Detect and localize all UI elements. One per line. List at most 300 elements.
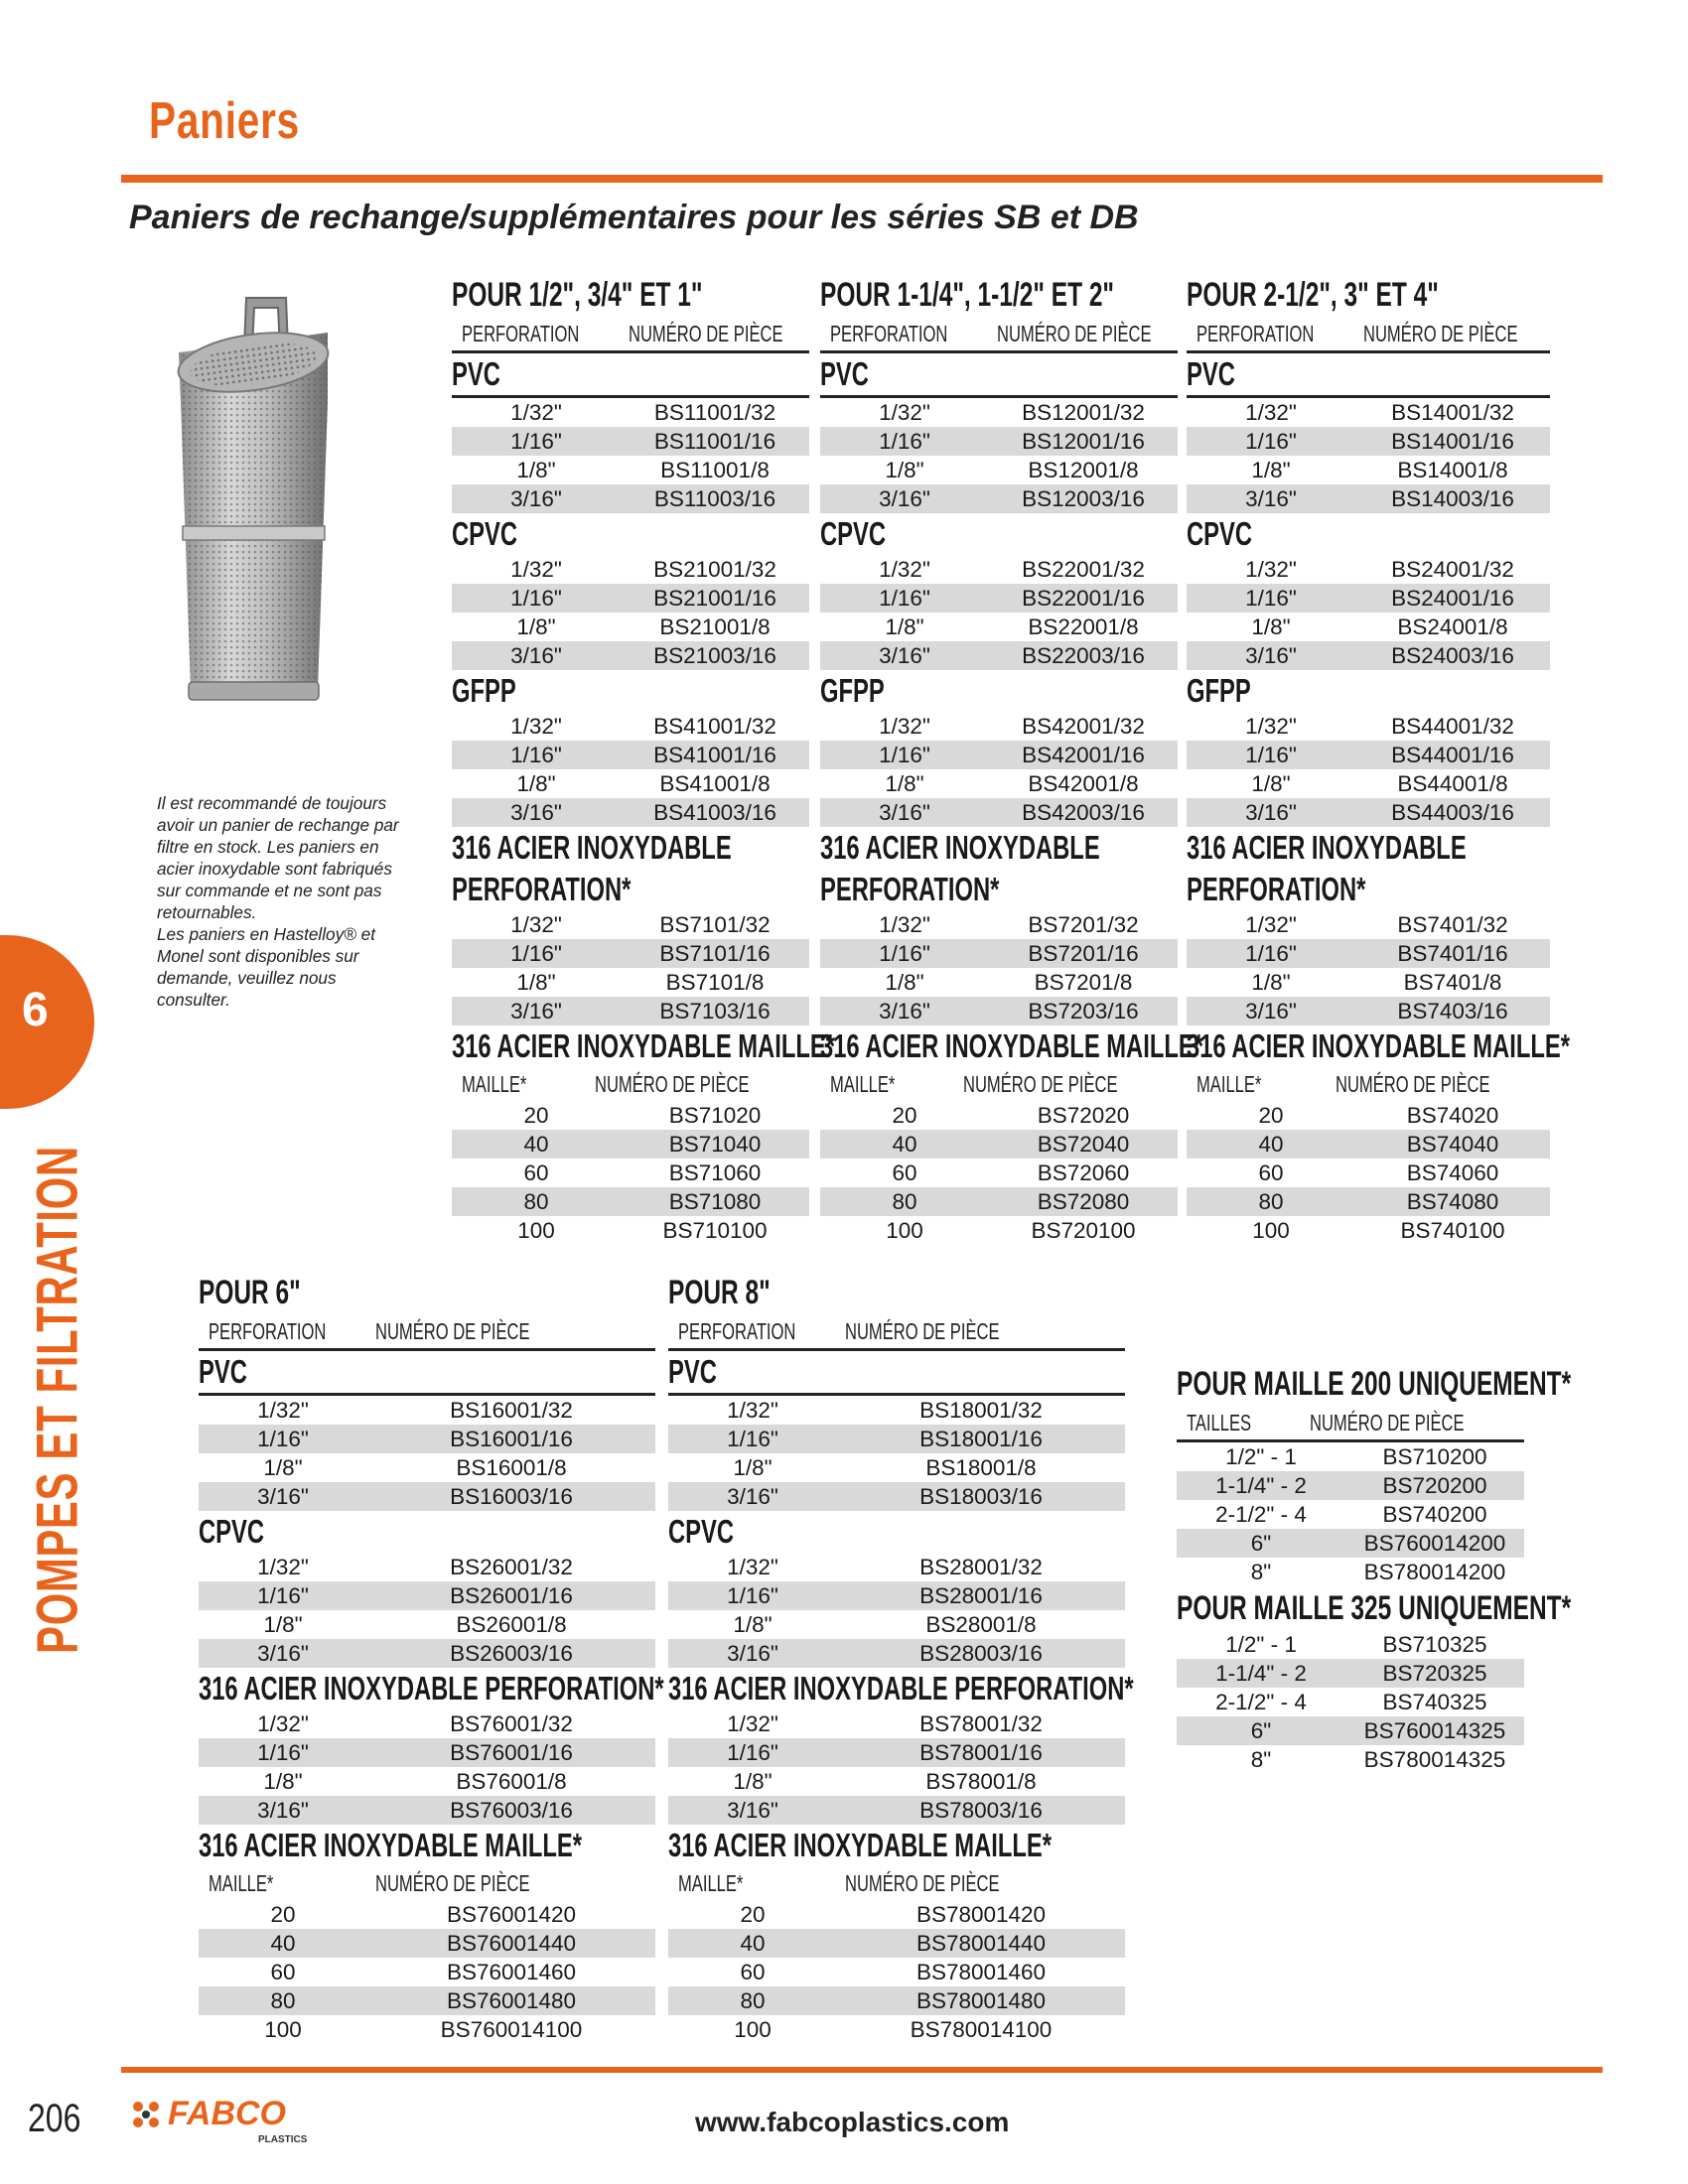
row-size: 20 <box>523 1103 549 1128</box>
column-header: TAILLES <box>1187 1410 1252 1435</box>
table-heading: POUR 8" <box>668 1274 771 1311</box>
column-header: NUMÉRO DE PIÈCE <box>845 1318 1000 1344</box>
table-row <box>199 1396 655 1425</box>
table-row <box>199 1900 655 1929</box>
row-group <box>452 1101 809 1245</box>
table-row <box>199 1581 655 1610</box>
stock-note <box>157 792 400 1011</box>
row-group <box>452 712 809 827</box>
row-size: 6" <box>1250 1718 1272 1743</box>
table-row <box>1187 997 1550 1025</box>
column-headers <box>452 1067 809 1101</box>
table-row <box>820 584 1178 613</box>
column-header: PERFORATION <box>209 1318 327 1344</box>
row-size: 60 <box>270 1960 296 1984</box>
table-row <box>199 1425 655 1453</box>
table-row <box>820 997 1178 1025</box>
row-part-number: BS24003/16 <box>1391 643 1514 668</box>
row-size: 1/8" <box>516 970 556 995</box>
row-size: 60 <box>740 1960 766 1984</box>
row-part-number: BS22001/8 <box>1028 614 1139 639</box>
row-size: 1-1/4" - 2 <box>1215 1661 1307 1686</box>
section-title-cpvc: CPVC <box>668 1513 735 1550</box>
row-part-number: BS780014325 <box>1363 1747 1506 1772</box>
table-heading: POUR 1-1/4", 1-1/2" ET 2" <box>820 276 1115 314</box>
row-size: 1/32" <box>1245 714 1297 739</box>
row-size: 1-1/4" - 2 <box>1215 1473 1307 1498</box>
row-size: 1/16" <box>257 1427 309 1451</box>
table-6-inch <box>199 1271 664 2044</box>
column-header: NUMÉRO DE PIÈCE <box>1336 1071 1490 1097</box>
table-row <box>1177 1688 1524 1716</box>
table-heading: POUR 1/2", 3/4" ET 1" <box>452 276 703 314</box>
row-group <box>1177 1630 1524 1774</box>
table-row <box>452 769 809 798</box>
section-title-gfpp: GFPP <box>1187 672 1251 709</box>
table-row <box>820 456 1178 484</box>
row-size: 80 <box>1258 1189 1284 1214</box>
table-row <box>452 939 809 968</box>
row-size: 1/32" <box>727 1711 778 1736</box>
row-size: 20 <box>740 1902 766 1927</box>
table-row <box>199 1738 655 1767</box>
table-row <box>452 712 809 741</box>
row-size: 1/16" <box>510 586 562 611</box>
page-subtitle: Paniers de rechange/supplémentaires pour les séries SB et DB <box>129 199 1139 236</box>
table-row <box>668 1709 1125 1738</box>
row-part-number: BS760014325 <box>1363 1718 1506 1743</box>
row-size: 2-1/2" - 4 <box>1215 1690 1307 1714</box>
row-size: 1/16" <box>727 1427 778 1451</box>
column-header: PERFORATION <box>678 1318 796 1344</box>
table-row <box>668 1425 1125 1453</box>
row-group <box>1187 910 1550 1025</box>
row-size: 80 <box>270 1988 296 2013</box>
column-header: NUMÉRO DE PIÈCE <box>845 1870 1000 1896</box>
table-row <box>1187 769 1550 798</box>
table-row <box>1187 1130 1550 1159</box>
row-part-number: BS44001/16 <box>1391 743 1514 767</box>
row-size: 3/16" <box>879 486 930 511</box>
row-part-number: BS16001/8 <box>456 1455 567 1480</box>
column-header: MAILLE* <box>830 1071 896 1097</box>
page-number: 206 <box>28 2097 81 2140</box>
row-size: 1/8" <box>1251 771 1291 796</box>
row-size: 80 <box>740 1988 766 2013</box>
section-title-ss-perforation: 316 ACIER INOXYDABLE <box>1187 829 1467 866</box>
row-size: 60 <box>523 1160 549 1185</box>
table-1-1-4-to-2 <box>820 273 1203 1245</box>
row-size: 3/16" <box>1245 999 1297 1024</box>
table-row <box>820 398 1178 427</box>
row-part-number: BS780014100 <box>910 2017 1053 2042</box>
row-part-number: BS78001/16 <box>919 1740 1043 1765</box>
row-part-number: BS78001460 <box>915 1960 1047 1984</box>
row-part-number: BS16001/32 <box>450 1398 573 1423</box>
section-title-ss-perforation: 316 ACIER INOXYDABLE PERFORATION* <box>199 1670 664 1706</box>
row-size: 1/8" <box>516 458 556 482</box>
table-row <box>1187 1101 1550 1130</box>
table-row <box>199 1958 655 1986</box>
table-row <box>452 798 809 827</box>
table-row <box>1187 910 1550 939</box>
row-size: 3/16" <box>727 1641 778 1666</box>
table-row <box>452 456 809 484</box>
row-part-number: BS42001/8 <box>1028 771 1139 796</box>
row-part-number: BS720100 <box>1031 1218 1136 1243</box>
row-size: 1/8" <box>263 1769 303 1794</box>
website-link[interactable]: www.fabcoplastics.com <box>695 2107 1010 2137</box>
row-part-number: BS710200 <box>1382 1444 1487 1469</box>
svg-text:FABCO: FABCO <box>168 2095 286 2132</box>
table-row <box>820 769 1178 798</box>
row-size: 1/32" <box>510 400 562 425</box>
row-part-number: BS12001/8 <box>1028 458 1139 482</box>
row-size: 1/16" <box>510 743 562 767</box>
table-row <box>1187 584 1550 613</box>
column-header: PERFORATION <box>830 321 948 346</box>
table-row <box>668 2015 1125 2044</box>
row-part-number: BS26001/32 <box>450 1555 573 1579</box>
table-row <box>452 910 809 939</box>
column-header: NUMÉRO DE PIÈCE <box>375 1318 530 1344</box>
table-row <box>1177 1716 1524 1745</box>
row-size: 1/8" <box>885 970 924 995</box>
row-size: 3/16" <box>879 643 930 668</box>
row-part-number: BS76001460 <box>446 1960 577 1984</box>
row-size: 1/32" <box>510 714 562 739</box>
row-part-number: BS12001/16 <box>1022 429 1145 454</box>
row-size: 1/16" <box>727 1583 778 1608</box>
section-title-ss-perforation: 316 ACIER INOXYDABLE <box>452 829 732 866</box>
row-part-number: BS740325 <box>1382 1690 1487 1714</box>
table-row <box>199 1610 655 1639</box>
row-size: 1/32" <box>727 1398 778 1423</box>
table-row <box>452 641 809 670</box>
row-part-number: BS76001/16 <box>450 1740 573 1765</box>
row-part-number: BS78001/32 <box>919 1711 1043 1736</box>
table-row <box>1187 798 1550 827</box>
row-size: 1/16" <box>879 586 930 611</box>
row-size: 1/32" <box>879 400 930 425</box>
table-row <box>1177 1558 1524 1586</box>
row-size: 1/8" <box>263 1455 303 1480</box>
table-row <box>452 555 809 584</box>
row-part-number: BS14001/8 <box>1397 458 1508 482</box>
basket-image <box>169 293 338 710</box>
row-part-number: BS18001/8 <box>925 1455 1037 1480</box>
column-headers <box>1177 1406 1524 1439</box>
table-heading: POUR 2-1/2", 3" ET 4" <box>1187 276 1439 314</box>
row-part-number: BS740200 <box>1382 1502 1487 1527</box>
row-part-number: BS720200 <box>1382 1473 1487 1498</box>
table-row <box>820 1101 1178 1130</box>
table-row <box>199 1767 655 1796</box>
table-row <box>452 968 809 997</box>
table-row <box>668 1396 1125 1425</box>
row-part-number: BS16001/16 <box>450 1427 573 1451</box>
row-size: 1/32" <box>257 1555 309 1579</box>
row-part-number: BS72060 <box>1037 1160 1130 1185</box>
row-size: 6" <box>1250 1531 1272 1556</box>
column-header: NUMÉRO DE PIÈCE <box>375 1870 530 1896</box>
footer-rule <box>121 2067 1603 2073</box>
table-row <box>820 1216 1178 1245</box>
row-part-number: BS76001480 <box>446 1988 577 2013</box>
row-part-number: BS71040 <box>668 1132 762 1157</box>
row-size: 1/16" <box>1245 429 1297 454</box>
row-size: 3/16" <box>879 800 930 825</box>
section-title-cpvc: CPVC <box>820 515 887 552</box>
table-row <box>1177 1630 1524 1659</box>
row-size: 1/8" <box>885 614 924 639</box>
column-headers <box>668 1866 1125 1900</box>
table-row <box>820 939 1178 968</box>
row-part-number: BS26003/16 <box>450 1641 573 1666</box>
table-row <box>1187 484 1550 513</box>
table-row <box>199 1453 655 1482</box>
row-group <box>820 398 1178 513</box>
row-size: 1/2" - 1 <box>1225 1444 1297 1469</box>
row-group <box>820 712 1178 827</box>
row-part-number: BS7203/16 <box>1028 999 1139 1024</box>
column-headers <box>820 317 1178 350</box>
row-group <box>199 1709 655 1825</box>
row-group <box>452 555 809 670</box>
row-part-number: BS7201/8 <box>1034 970 1133 995</box>
table-row <box>1187 398 1550 427</box>
row-part-number: BS7101/8 <box>665 970 765 995</box>
row-size: 100 <box>886 1218 923 1243</box>
table-row <box>668 1986 1125 2015</box>
table-row <box>199 2015 655 2044</box>
row-size: 100 <box>264 2017 302 2042</box>
row-group <box>1177 1442 1524 1586</box>
row-part-number: BS42001/16 <box>1022 743 1145 767</box>
row-part-number: BS21003/16 <box>653 643 776 668</box>
row-size: 1/16" <box>727 1740 778 1765</box>
table-row <box>199 1986 655 2015</box>
section-title-cpvc: CPVC <box>452 515 518 552</box>
column-header: MAILLE* <box>462 1071 527 1097</box>
row-part-number: BS28001/16 <box>919 1583 1043 1608</box>
table-row <box>452 1101 809 1130</box>
row-part-number: BS76003/16 <box>450 1798 573 1823</box>
row-size: 1/16" <box>257 1740 309 1765</box>
row-group <box>1187 1101 1550 1245</box>
table-row <box>1177 1659 1524 1688</box>
fabco-logo <box>124 2093 323 2148</box>
row-size: 1/32" <box>1245 557 1297 582</box>
row-size: 60 <box>1258 1160 1284 1185</box>
row-size: 1/8" <box>1251 614 1291 639</box>
row-size: 1/32" <box>510 557 562 582</box>
row-part-number: BS11001/16 <box>653 429 776 454</box>
row-part-number: BS28001/32 <box>919 1555 1043 1579</box>
row-part-number: BS18003/16 <box>919 1484 1043 1509</box>
table-row <box>452 997 809 1025</box>
row-size: 1/16" <box>879 941 930 966</box>
row-size: 1/8" <box>885 771 924 796</box>
row-group <box>199 1900 655 2044</box>
row-part-number: BS22001/16 <box>1022 586 1145 611</box>
row-part-number: BS7401/16 <box>1397 941 1508 966</box>
table-row <box>199 1929 655 1958</box>
row-size: 20 <box>270 1902 296 1927</box>
table-row <box>668 1796 1125 1825</box>
column-header: MAILLE* <box>1196 1071 1262 1097</box>
table-row <box>1177 1500 1524 1529</box>
table-row <box>668 1929 1125 1958</box>
column-header: PERFORATION <box>462 321 580 346</box>
row-group <box>1187 398 1550 513</box>
table-row <box>820 484 1178 513</box>
row-part-number: BS42001/32 <box>1022 714 1145 739</box>
row-part-number: BS78003/16 <box>919 1798 1043 1823</box>
row-part-number: BS78001420 <box>915 1902 1047 1927</box>
section-title-cpvc: CPVC <box>1187 515 1253 552</box>
column-headers <box>668 1314 1125 1348</box>
row-size: 100 <box>734 2017 772 2042</box>
row-part-number: BS12001/32 <box>1022 400 1145 425</box>
row-size: 1/32" <box>727 1555 778 1579</box>
table-row <box>668 1767 1125 1796</box>
row-size: 1/16" <box>1245 941 1297 966</box>
row-size: 1/32" <box>879 912 930 937</box>
row-part-number: BS18001/16 <box>919 1427 1043 1451</box>
column-header: MAILLE* <box>209 1870 274 1896</box>
row-size: 40 <box>523 1132 549 1157</box>
column-header: NUMÉRO DE PIÈCE <box>629 321 783 346</box>
column-headers <box>1187 1067 1550 1101</box>
section-title-ss-mesh: 316 ACIER INOXYDABLE MAILLE* <box>452 1027 835 1064</box>
row-part-number: BS44001/32 <box>1391 714 1514 739</box>
section-title-cpvc: CPVC <box>199 1513 265 1550</box>
table-row <box>1187 741 1550 769</box>
column-headers <box>199 1866 655 1900</box>
note-paragraph-1: Il est recommandé de toujours avoir un panier de rechange par filtre en stock. Les paniers en acier inoxydable sont fabriqués sur commande et ne sont pas retournables. <box>157 793 399 922</box>
row-part-number: BS41001/8 <box>659 771 771 796</box>
row-part-number: BS41001/32 <box>653 714 776 739</box>
row-part-number: BS7103/16 <box>659 999 771 1024</box>
row-group <box>820 555 1178 670</box>
section-title-pvc: PVC <box>1187 355 1235 392</box>
row-part-number: BS72080 <box>1037 1189 1130 1214</box>
row-part-number: BS760014200 <box>1363 1531 1506 1556</box>
table-row <box>1187 712 1550 741</box>
table-row <box>1187 1159 1550 1187</box>
row-group <box>668 1709 1125 1825</box>
row-part-number: BS28003/16 <box>919 1641 1043 1666</box>
row-part-number: BS24001/8 <box>1397 614 1508 639</box>
table-row <box>1177 1745 1524 1774</box>
row-size: 1/32" <box>879 714 930 739</box>
section-title-ss-mesh: 316 ACIER INOXYDABLE MAILLE* <box>199 1827 582 1863</box>
table-row <box>199 1482 655 1511</box>
section-title-pvc: PVC <box>199 1353 247 1390</box>
row-part-number: BS11001/32 <box>653 400 776 425</box>
table-row <box>820 741 1178 769</box>
row-part-number: BS71020 <box>668 1103 762 1128</box>
row-size: 100 <box>1252 1218 1290 1243</box>
section-title-ss-perforation-2: PERFORATION* <box>1187 871 1366 907</box>
row-part-number: BS42003/16 <box>1022 800 1145 825</box>
row-group <box>199 1396 655 1511</box>
column-header: MAILLE* <box>678 1870 744 1896</box>
table-row <box>1177 1529 1524 1558</box>
row-part-number: BS74020 <box>1406 1103 1499 1128</box>
column-header: NUMÉRO DE PIÈCE <box>997 321 1152 346</box>
row-part-number: BS720325 <box>1382 1661 1487 1686</box>
row-group <box>452 910 809 1025</box>
section-title-pvc: PVC <box>820 355 869 392</box>
row-size: 1/16" <box>257 1583 309 1608</box>
table-row <box>1177 1471 1524 1500</box>
row-size: 3/16" <box>510 800 562 825</box>
column-headers <box>820 1067 1178 1101</box>
row-size: 80 <box>892 1189 917 1214</box>
table-row <box>668 1900 1125 1929</box>
table-8-inch <box>668 1271 1134 2044</box>
column-header: PERFORATION <box>1196 321 1315 346</box>
row-part-number: BS11001/8 <box>660 458 770 482</box>
row-size: 1/8" <box>516 771 556 796</box>
row-group <box>1187 555 1550 670</box>
row-part-number: BS760014100 <box>440 2017 583 2042</box>
table-row <box>452 613 809 641</box>
row-part-number: BS72020 <box>1037 1103 1130 1128</box>
row-size: 40 <box>1258 1132 1284 1157</box>
table-row <box>452 398 809 427</box>
table-row <box>1187 968 1550 997</box>
table-row <box>1187 555 1550 584</box>
row-part-number: BS74040 <box>1406 1132 1499 1157</box>
row-size: 1/16" <box>1245 743 1297 767</box>
row-size: 1/16" <box>510 429 562 454</box>
row-size: 3/16" <box>510 999 562 1024</box>
table-row <box>452 1216 809 1245</box>
table-row <box>668 1738 1125 1767</box>
table-mesh-200-325 <box>1177 1362 1572 1774</box>
table-row <box>452 427 809 456</box>
table-row <box>452 1187 809 1216</box>
section-title-ss-perforation: 316 ACIER INOXYDABLE <box>820 829 1100 866</box>
row-group <box>668 1396 1125 1511</box>
table-row <box>668 1958 1125 1986</box>
chapter-number: 6 <box>22 984 49 1036</box>
row-group <box>820 1101 1178 1245</box>
row-size: 1/8" <box>733 1455 773 1480</box>
row-size: 80 <box>523 1189 549 1214</box>
svg-text:PLASTICS: PLASTICS <box>258 2134 308 2145</box>
row-size: 40 <box>740 1931 766 1956</box>
table-row <box>452 584 809 613</box>
row-part-number: BS41003/16 <box>653 800 776 825</box>
row-size: 1/32" <box>510 912 562 937</box>
table-row <box>1187 1216 1550 1245</box>
title-rule <box>121 175 1603 183</box>
section-title-gfpp: GFPP <box>820 672 885 709</box>
row-part-number: BS710325 <box>1382 1632 1487 1657</box>
table-row <box>820 968 1178 997</box>
table-row <box>199 1796 655 1825</box>
chapter-label: POMPES ET FILTRATION <box>25 1146 90 1654</box>
section-title-ss-perforation-2: PERFORATION* <box>452 871 632 907</box>
row-part-number: BS21001/8 <box>659 614 771 639</box>
row-part-number: BS14001/32 <box>1391 400 1514 425</box>
table-row <box>820 613 1178 641</box>
section-title-gfpp: GFPP <box>452 672 516 709</box>
